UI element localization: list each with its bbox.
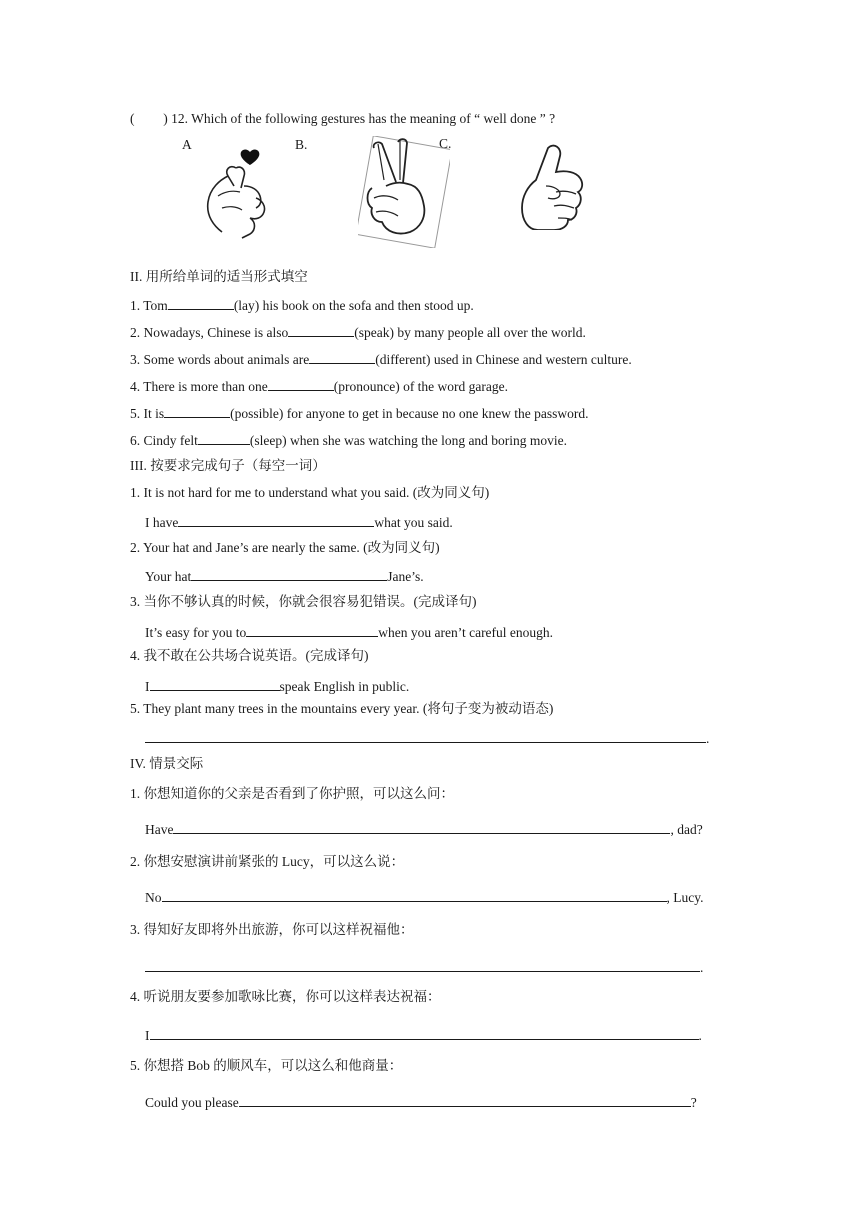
s4-answer-1-pre: Have [145, 822, 174, 837]
s2-item-5 [130, 403, 589, 423]
answer-blank[interactable] [246, 622, 378, 637]
s2-item-3 [130, 349, 632, 369]
s3-question-2: 2. Your hat and Jane’s are nearly the same. (改为同义句) [130, 540, 440, 555]
s2-item-3-pre: 3. Some words about animals are [130, 352, 310, 367]
s2-item-1 [130, 295, 474, 315]
answer-blank[interactable] [239, 1092, 691, 1107]
s2-item-4 [130, 376, 508, 396]
s3-answer-3-pre: It’s easy for you to [145, 625, 247, 640]
answer-blank[interactable] [268, 376, 334, 391]
option-b-label: B. [295, 137, 308, 152]
s2-item-6-pre: 6. Cindy felt [130, 433, 198, 448]
s2-item-6-post: (sleep) when she was watching the long and boring movie. [249, 433, 568, 448]
s2-item-2 [130, 322, 586, 342]
option-c-label: C. [439, 136, 452, 151]
s3-answer-1 [145, 512, 453, 532]
s3-answer-1-post: what you said. [374, 515, 453, 530]
s2-item-6 [130, 430, 567, 450]
s3-answer-2 [145, 566, 424, 586]
s4-question-5: 5. 你想搭 Bob 的顺风车，可以这么和他商量： [130, 1058, 403, 1073]
answer-blank[interactable] [288, 322, 354, 337]
finger-heart-gesture-icon [206, 146, 282, 240]
question-12-text: 12. Which of the following gestures has the meaning of “ well done ” ? [171, 111, 556, 126]
s4-answer-5-post: ? [690, 1095, 697, 1110]
s2-item-1-pre: 1. Tom [130, 298, 168, 313]
s4-answer-5 [145, 1092, 697, 1112]
s4-answer-3-post: . [700, 960, 704, 975]
s3-question-3: 3. 当你不够认真的时候，你就会很容易犯错误。(完成译句) [130, 594, 477, 609]
thumbs-up-gesture-icon [518, 142, 592, 230]
question-12 [130, 110, 555, 128]
s2-item-3-post: (different) used in Chinese and western culture. [375, 352, 632, 367]
answer-blank[interactable] [145, 728, 706, 743]
s3-answer-4-pre: I [145, 679, 150, 694]
s3-answer-1-pre: I have [145, 515, 179, 530]
s3-question-4: 4. 我不敢在公共场合说英语。(完成译句) [130, 648, 369, 663]
s2-item-5-post: (possible) for anyone to get in because no one knew the password. [230, 406, 589, 421]
victory-sign-gesture-icon [358, 136, 450, 248]
s4-answer-3 [145, 957, 703, 977]
answer-paren-open: ( [130, 111, 135, 126]
answer-blank[interactable] [162, 887, 667, 902]
s3-question-1: 1. It is not hard for me to understand what you said. (改为同义句) [130, 485, 490, 500]
s4-question-3: 3. 得知好友即将外出旅游，你可以这样祝福他： [130, 922, 414, 937]
s3-answer-3-post: when you aren’t careful enough. [378, 625, 554, 640]
section-2-title: II. 用所给单词的适当形式填空 [130, 269, 308, 284]
s4-answer-4-pre: I [145, 1028, 150, 1043]
s3-answer-3 [145, 622, 553, 642]
s3-answer-4 [145, 676, 409, 696]
answer-blank[interactable] [145, 957, 700, 972]
s3-answer-5 [145, 728, 709, 748]
s4-answer-1-post: , dad? [670, 822, 703, 837]
answer-blank[interactable] [309, 349, 375, 364]
option-a-label: A [182, 137, 192, 152]
s4-question-2: 2. 你想安慰演讲前紧张的 Lucy，可以这么说： [130, 854, 405, 869]
answer-blank[interactable] [168, 295, 234, 310]
answer-blank[interactable] [150, 676, 280, 691]
s4-answer-4-post: . [698, 1028, 702, 1043]
section-4-title: IV. 情景交际 [130, 756, 204, 771]
s2-item-4-pre: 4. There is more than one [130, 379, 268, 394]
s3-answer-4-post: speak English in public. [279, 679, 410, 694]
s2-item-2-post: (speak) by many people all over the world. [354, 325, 586, 340]
s3-answer-2-pre: Your hat [145, 569, 192, 584]
s4-question-4: 4. 听说朋友要参加歌咏比赛，你可以这样表达祝福： [130, 989, 441, 1004]
s4-answer-2 [145, 887, 704, 907]
s3-answer-5-post: . [706, 731, 710, 746]
s4-answer-4 [145, 1025, 702, 1045]
s2-item-4-post: (pronounce) of the word garage. [333, 379, 509, 394]
answer-blank[interactable] [178, 512, 374, 527]
answer-blank[interactable] [191, 566, 387, 581]
answer-blank[interactable] [173, 819, 670, 834]
s3-question-5: 5. They plant many trees in the mountains every year. (将句子变为被动语态) [130, 701, 554, 716]
s4-answer-2-pre: No [145, 890, 162, 905]
answer-blank[interactable] [198, 430, 250, 445]
section-3-title: III. 按要求完成句子（每空一词） [130, 458, 326, 473]
s2-item-1-post: (lay) his book on the sofa and then stood up. [233, 298, 474, 313]
s3-answer-2-post: Jane’s. [387, 569, 424, 584]
s4-answer-2-post: , Lucy. [666, 890, 704, 905]
s2-item-5-pre: 5. It is [130, 406, 165, 421]
s4-answer-5-pre: Could you please [145, 1095, 239, 1110]
s2-item-2-pre: 2. Nowadays, Chinese is also [130, 325, 289, 340]
answer-blank[interactable] [150, 1025, 699, 1040]
s4-question-1: 1. 你想知道你的父亲是否看到了你护照，可以这么问： [130, 786, 454, 801]
s4-answer-1 [145, 819, 703, 839]
answer-paren-close: ) [163, 111, 168, 126]
answer-blank[interactable] [164, 403, 230, 418]
